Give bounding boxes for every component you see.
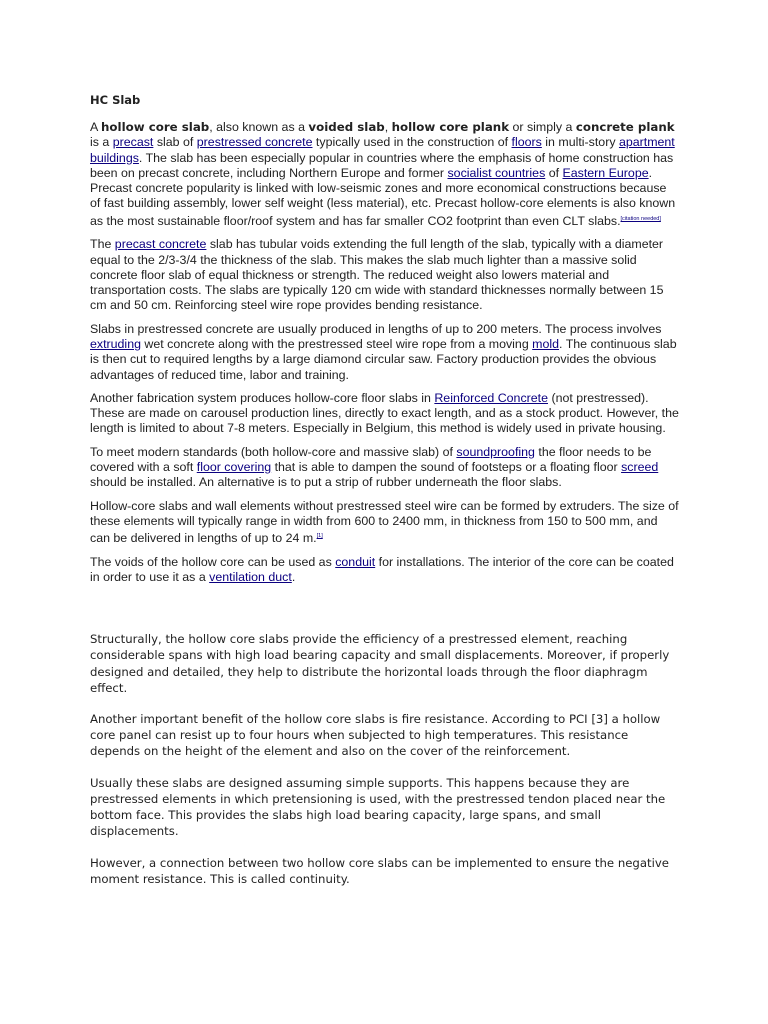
link-precast-concrete[interactable]: precast concrete <box>114 237 207 252</box>
citation-needed-link[interactable]: [citation needed] <box>620 215 661 222</box>
text-run: of <box>545 165 563 180</box>
text-run: wet concrete along with the prestressed steel wire rope from a moving <box>140 336 533 351</box>
paragraph-structural: Structurally, the hollow core slabs provide the efficiency of a prestressed element, reaching considerable spans with high load bearing capacity and small displacements. Moreover, if properly designed and detailed, they help to distribute the horizontal loads through the floor diaphragm effect. <box>90 632 670 695</box>
text-run: or simply a <box>509 120 576 134</box>
text-run: typically used in the construction of <box>312 135 512 150</box>
text-run: . The continuous slab is then cut to required lengths by a large diamond circular saw. Factory production provides the obvious advantages of reduced time, labor and training. <box>90 336 677 382</box>
link-apartment-buildings[interactable]: apartment buildings <box>90 135 675 165</box>
paragraph-voids <box>90 237 680 313</box>
text-run: should be installed. An alternative is to put a strip of rubber underneath the floor slabs. <box>90 475 562 490</box>
paragraph-intro <box>90 120 680 229</box>
text-run: that is able to dampen the sound of footsteps or a floating floor <box>271 460 622 475</box>
text-run: To meet modern standards (both hollow-core and massive slab) of <box>90 444 457 459</box>
bold-term: hollow core plank <box>391 120 510 134</box>
text-run: slab has tubular voids extending the full length of the slab, typically with a diameter equal to the 2/3-3/4 the thickness of the slab. This makes the slab much lighter than a massive solid concrete floor slab of equal thickness or strength. The reduced weight also lowers material and transportation costs. The slabs are typically 120 cm wide with standard thicknesses normally between 15 cm and 50 cm. Reinforcing steel wire rope provides bending resistance. <box>90 237 664 313</box>
paragraph-supports: Usually these slabs are designed assuming simple supports. This happens because they are prestressed elements in which pretensioning is used, with the prestressed tendon placed near the bottom face. This provides the slabs high load bearing capacity, large spans, and small displacements. <box>90 775 666 839</box>
link-reinforced-concrete[interactable]: Reinforced Concrete <box>434 390 548 405</box>
bold-term: hollow core slab <box>101 120 210 134</box>
paragraph-production <box>90 322 680 383</box>
text-run: The <box>90 237 115 252</box>
link-floors[interactable]: floors <box>511 135 542 150</box>
paragraph-continuity: However, a connection between two hollow core slabs can be implemented to ensure the negative moment resistance. This is called continuity. <box>90 855 669 886</box>
text-run: . Precast concrete popularity is linked with low-seismic zones and more economical constructions because of fast building assembly, lower self weight (less material), etc. Precast hollow-core elements is also known as the most sustainable floor/roof system and has far smaller CO2 footprint than even CLT slabs. <box>90 165 676 228</box>
document-body <box>90 93 680 902</box>
link-floor-covering[interactable]: floor covering <box>196 460 272 475</box>
text-run: Another fabrication system produces hollow-core floor slabs in <box>90 390 435 405</box>
paragraph-fabrication <box>90 391 680 437</box>
text-run: , <box>384 120 392 134</box>
link-extruding[interactable]: extruding <box>90 336 141 351</box>
text-run: Slabs in prestressed concrete are usually produced in lengths of up to 200 meters. The process involves <box>90 321 662 336</box>
link-screed[interactable]: screed <box>621 460 659 475</box>
link-prestressed-concrete[interactable]: prestressed concrete <box>196 135 313 150</box>
link-ventilation-duct[interactable]: ventilation duct <box>209 569 292 584</box>
text-run: , also known as a <box>209 120 309 134</box>
bold-term: voided slab <box>308 120 385 134</box>
section-spacer <box>90 593 680 631</box>
link-conduit[interactable]: conduit <box>335 554 376 569</box>
text-run: the floor needs to be covered with a soft <box>90 444 652 475</box>
paragraph-soundproofing <box>90 445 680 491</box>
text-run: is a <box>90 135 113 150</box>
text-run: The voids of the hollow core can be used as <box>90 554 336 569</box>
text-run: Hollow-core slabs and wall elements without prestressed steel wire can be formed by extruders. The size of these elements will typically range in width from 600 to 2400 mm, in thickness from 150 to 500 mm, and can be delivered in lengths of up to 24 m. <box>90 498 679 546</box>
paragraph-fire-resistance: Another important benefit of the hollow core slabs is fire resistance. According to PCI [3] a hollow core panel can resist up to four hours when subjected to high temperatures. This resistance depends on the height of the element and also on the cover of the reinforcement. <box>90 712 661 759</box>
document-title: HC Slab <box>90 93 141 107</box>
text-run: in multi-story <box>541 135 619 150</box>
paragraph-conduit <box>90 555 680 586</box>
link-mold[interactable]: mold <box>532 336 560 351</box>
text-run: A <box>90 120 102 134</box>
text-run: . The slab has been especially popular in countries where the emphasis of home construction has been on precast concrete, including Northern Europe and former <box>90 150 674 180</box>
text-run: slab of <box>153 135 197 150</box>
citation-link[interactable]: [1] <box>316 533 323 540</box>
link-eastern-europe[interactable]: Eastern Europe <box>562 165 649 180</box>
paragraph-extruders <box>90 499 680 547</box>
text-run: . <box>291 569 296 584</box>
link-soundproofing[interactable]: soundproofing <box>456 444 535 459</box>
link-socialist-countries[interactable]: socialist countries <box>447 165 546 180</box>
text-run: for installations. The interior of the core can be coated in order to use it as a <box>90 554 674 584</box>
text-run: (not prestressed). These are made on carousel production lines, directly to exact length, and as a stock product. However, the length is limited to about 7-8 meters. Especially in Belgium, this method is widely used in private housing. <box>90 390 679 436</box>
bold-term: concrete plank <box>575 120 675 134</box>
link-precast[interactable]: precast <box>112 135 154 150</box>
